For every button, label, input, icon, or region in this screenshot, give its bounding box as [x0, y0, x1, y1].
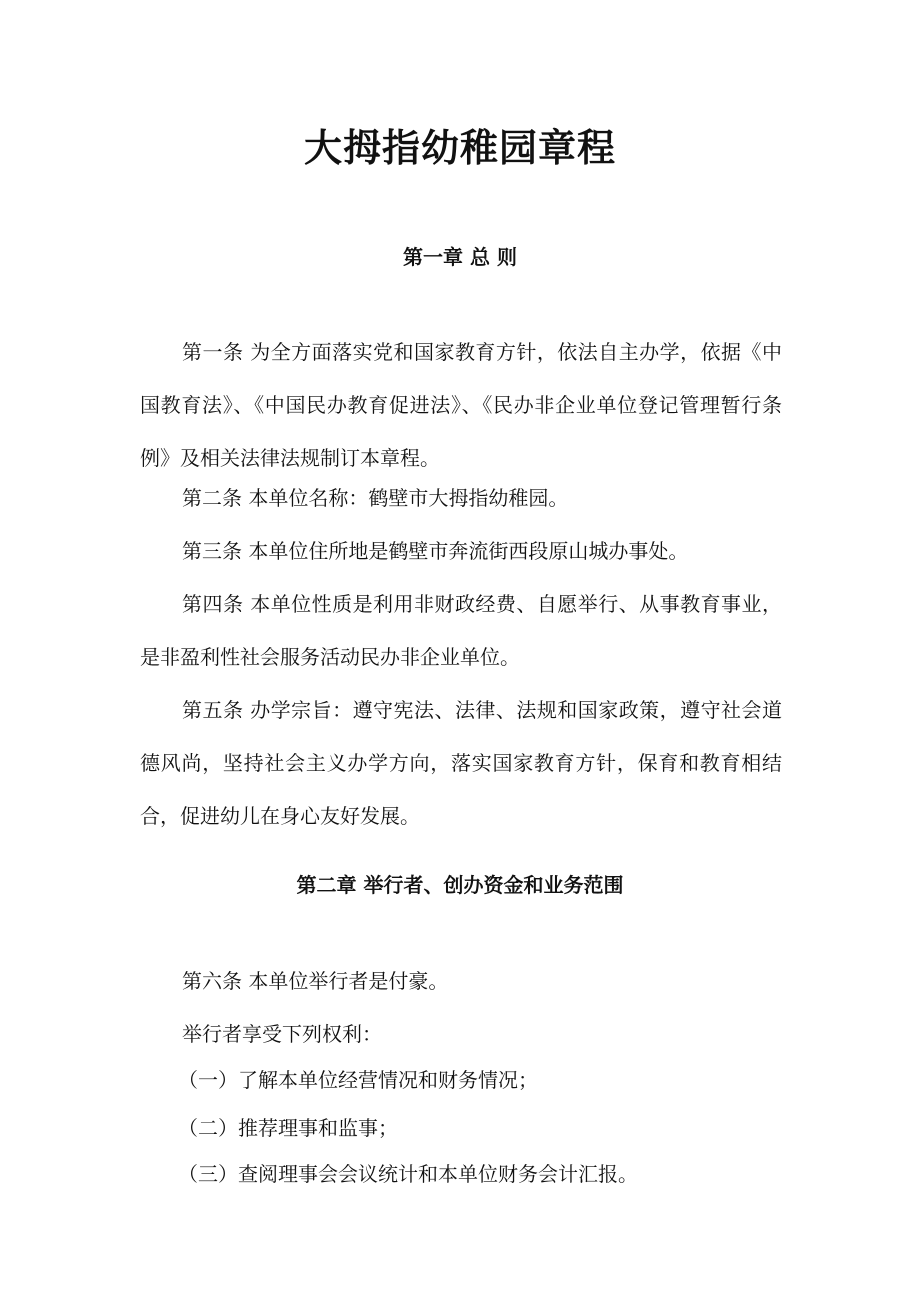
right-item-1: （一）了解本单位经营情况和财务情况； — [178, 1068, 538, 1092]
article-5: 第五条 办学宗旨：遵守宪法、法律、法规和国家政策，遵守社会道德风尚，坚持社会主义办学方向，落实国家教育方针，保育和教育相结合，促进幼儿在身心友好发展。 — [140, 698, 782, 828]
article-2: 第二条 本单位名称：鹤壁市大拇指幼稚园。 — [182, 486, 569, 510]
rights-intro: 举行者享受下列权利： — [182, 1022, 382, 1046]
article-3: 第三条 本单位住所地是鹤壁市奔流街西段原山城办事处。 — [182, 539, 689, 563]
right-item-2: （二）推荐理事和监事； — [178, 1116, 398, 1140]
article-4: 第四条 本单位性质是利用非财政经费、自愿举行、从事教育事业，是非盈利性社会服务活动民办非企业单位。 — [140, 592, 782, 669]
article-1: 第一条 为全方面落实党和国家教育方针，依法自主办学，依据《中国教育法》、《中国民办教育促进法》、《民办非企业单位登记管理暂行条例》及相关法律法规制订本章程。 — [140, 340, 782, 470]
chapter-1-heading: 第一章 总 则 — [403, 245, 517, 269]
right-item-3: （三）查阅理事会会议统计和本单位财务会计汇报。 — [178, 1162, 638, 1186]
chapter-2-heading: 第二章 举行者、创办资金和业务范围 — [296, 873, 624, 897]
article-6: 第六条 本单位举行者是付豪。 — [182, 969, 449, 993]
document-title: 大拇指幼稚园章程 — [303, 126, 616, 170]
